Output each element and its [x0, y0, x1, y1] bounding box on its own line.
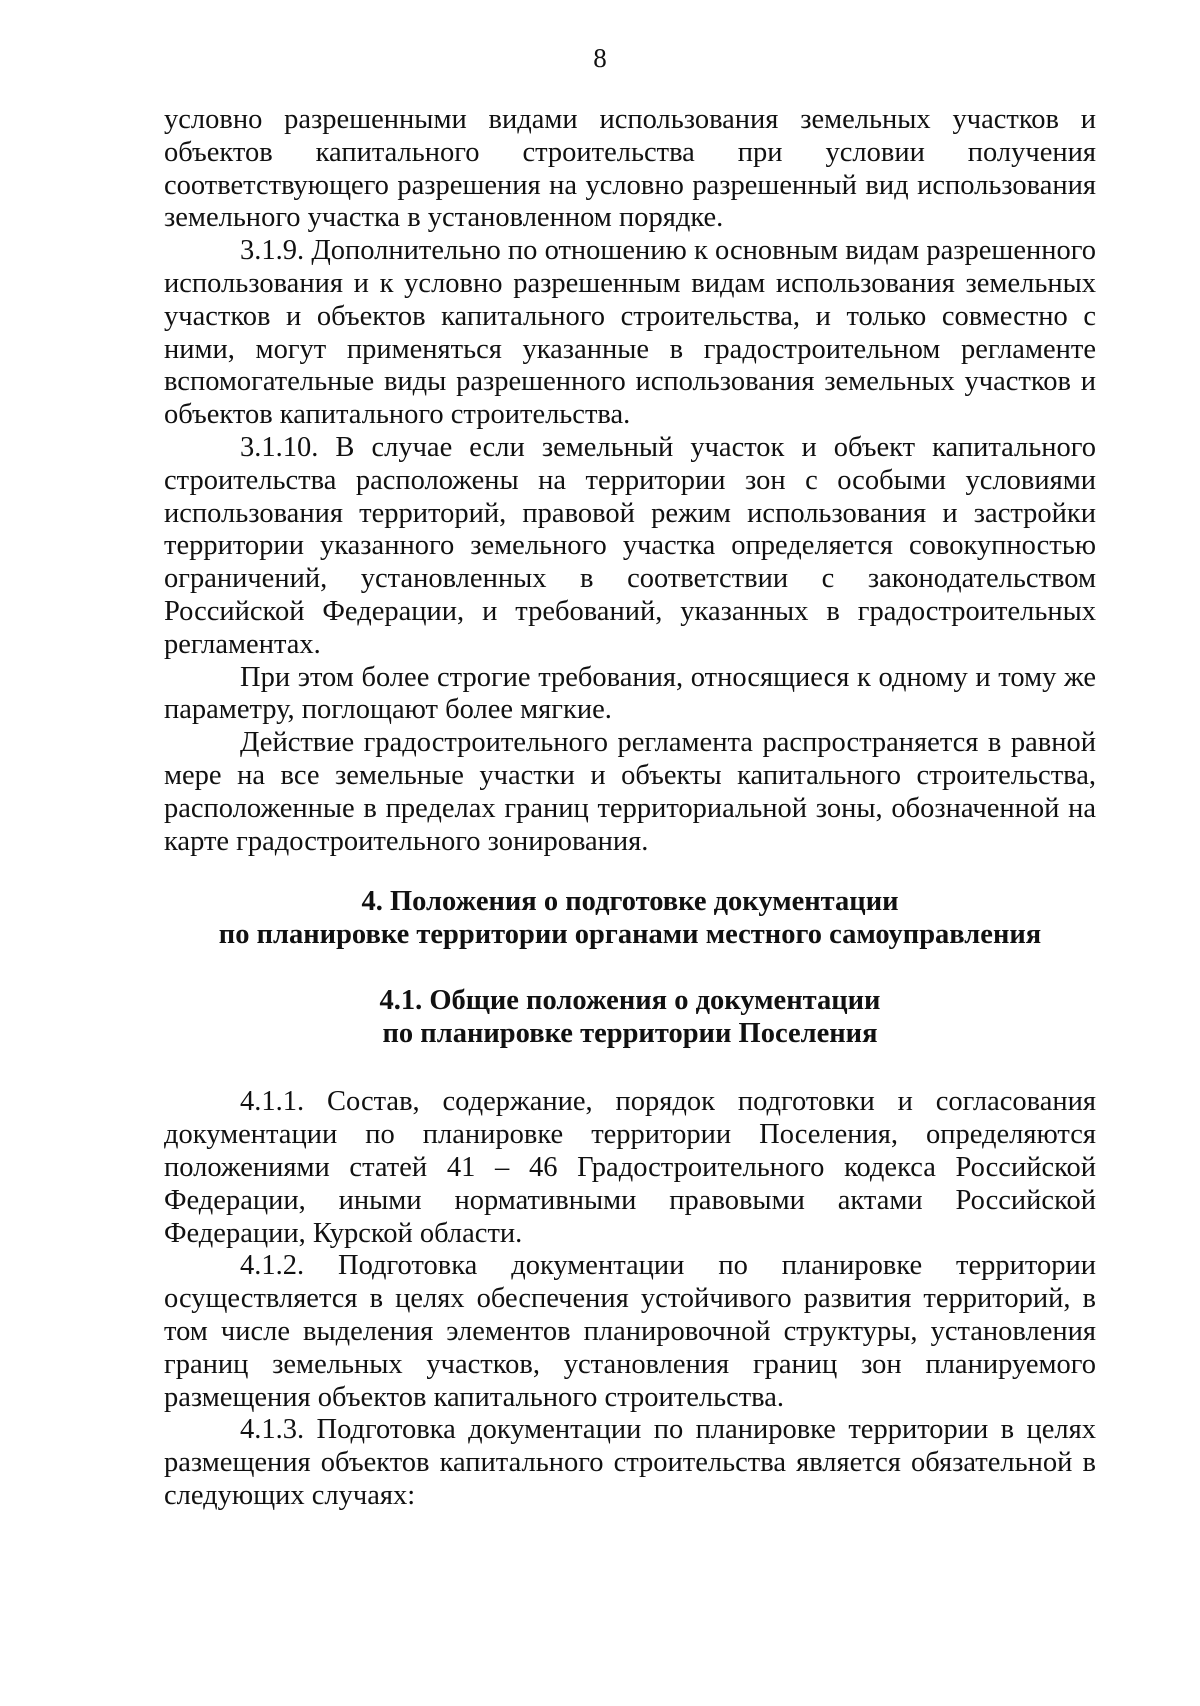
- paragraph-3-1-9: 3.1.9. Дополнительно по отношению к основным видам разрешенного использования и к условно разрешенным видам использования земельных участков и объектов капитального строительства, и только совместно с ними, могут применяться указанные в градостроительном регламенте вспомогательные виды разрешенного использования земельных участков и объектов капитального строительства.: [164, 235, 1096, 431]
- paragraph-strict-requirements: При этом более строгие требования, относящиеся к одному и тому же параметру, поглощают более мягкие.: [164, 661, 1096, 726]
- paragraph-3-1-10: 3.1.10. В случае если земельный участок и объект капитального строительства расположены на территории зон с особыми условиями использования территорий, правовой режим использования и застройки территории указанного земельного участка определяется совокупностью ограничений, установленных в соответствии с законодательством Российской Федерации, и требований, указанных в градостроительных регламентах.: [164, 431, 1096, 660]
- paragraph-continued: условно разрешенными видами использования земельных участков и объектов капитального строительства при условии получения соответствующего разрешения на условно разрешенный вид использования земельного участка в установленном порядке.: [164, 104, 1096, 234]
- paragraph-4-1-3: 4.1.3. Подготовка документации по планировке территории в целях размещения объектов капитального строительства является обязательной в следующих случаях:: [164, 1414, 1096, 1511]
- section-4-title-line2: по планировке территории органами местного самоуправления: [218, 919, 1042, 951]
- section-4-1-title-line2: по планировке территории Поселения: [382, 1018, 878, 1050]
- section-4-title-line1: 4. Положения о подготовке документации: [361, 886, 899, 918]
- section-4-1-heading: [164, 984, 1096, 1050]
- page-number: 8: [593, 43, 607, 73]
- paragraph-regulation-scope: Действие градостроительного регламента распространяется в равной мере на все земельные участки и объекты капитального строительства, расположенные в пределах границ территориальной зоны, обозначенной на карте градостроительного зонирования.: [164, 727, 1096, 857]
- section-4-heading: [164, 885, 1096, 951]
- paragraph-4-1-2: 4.1.2. Подготовка документации по планировке территории осуществляется в целях обеспечения устойчивого развития территорий, в том числе выделения элементов планировочной структуры, установления границ земельных участков, установления границ зон планируемого размещения объектов капитального строительства.: [164, 1250, 1096, 1413]
- paragraph-4-1-1: 4.1.1. Состав, содержание, порядок подготовки и согласования документации по планировке территории Поселения, определяются положениями статей 41 – 46 Градостроительного кодекса Российской Федерации, иными нормативными правовыми актами Российской Федерации, Курской области.: [164, 1086, 1096, 1249]
- section-4-1-title-line1: 4.1. Общие положения о документации: [379, 985, 881, 1017]
- document-body: [164, 104, 1096, 1513]
